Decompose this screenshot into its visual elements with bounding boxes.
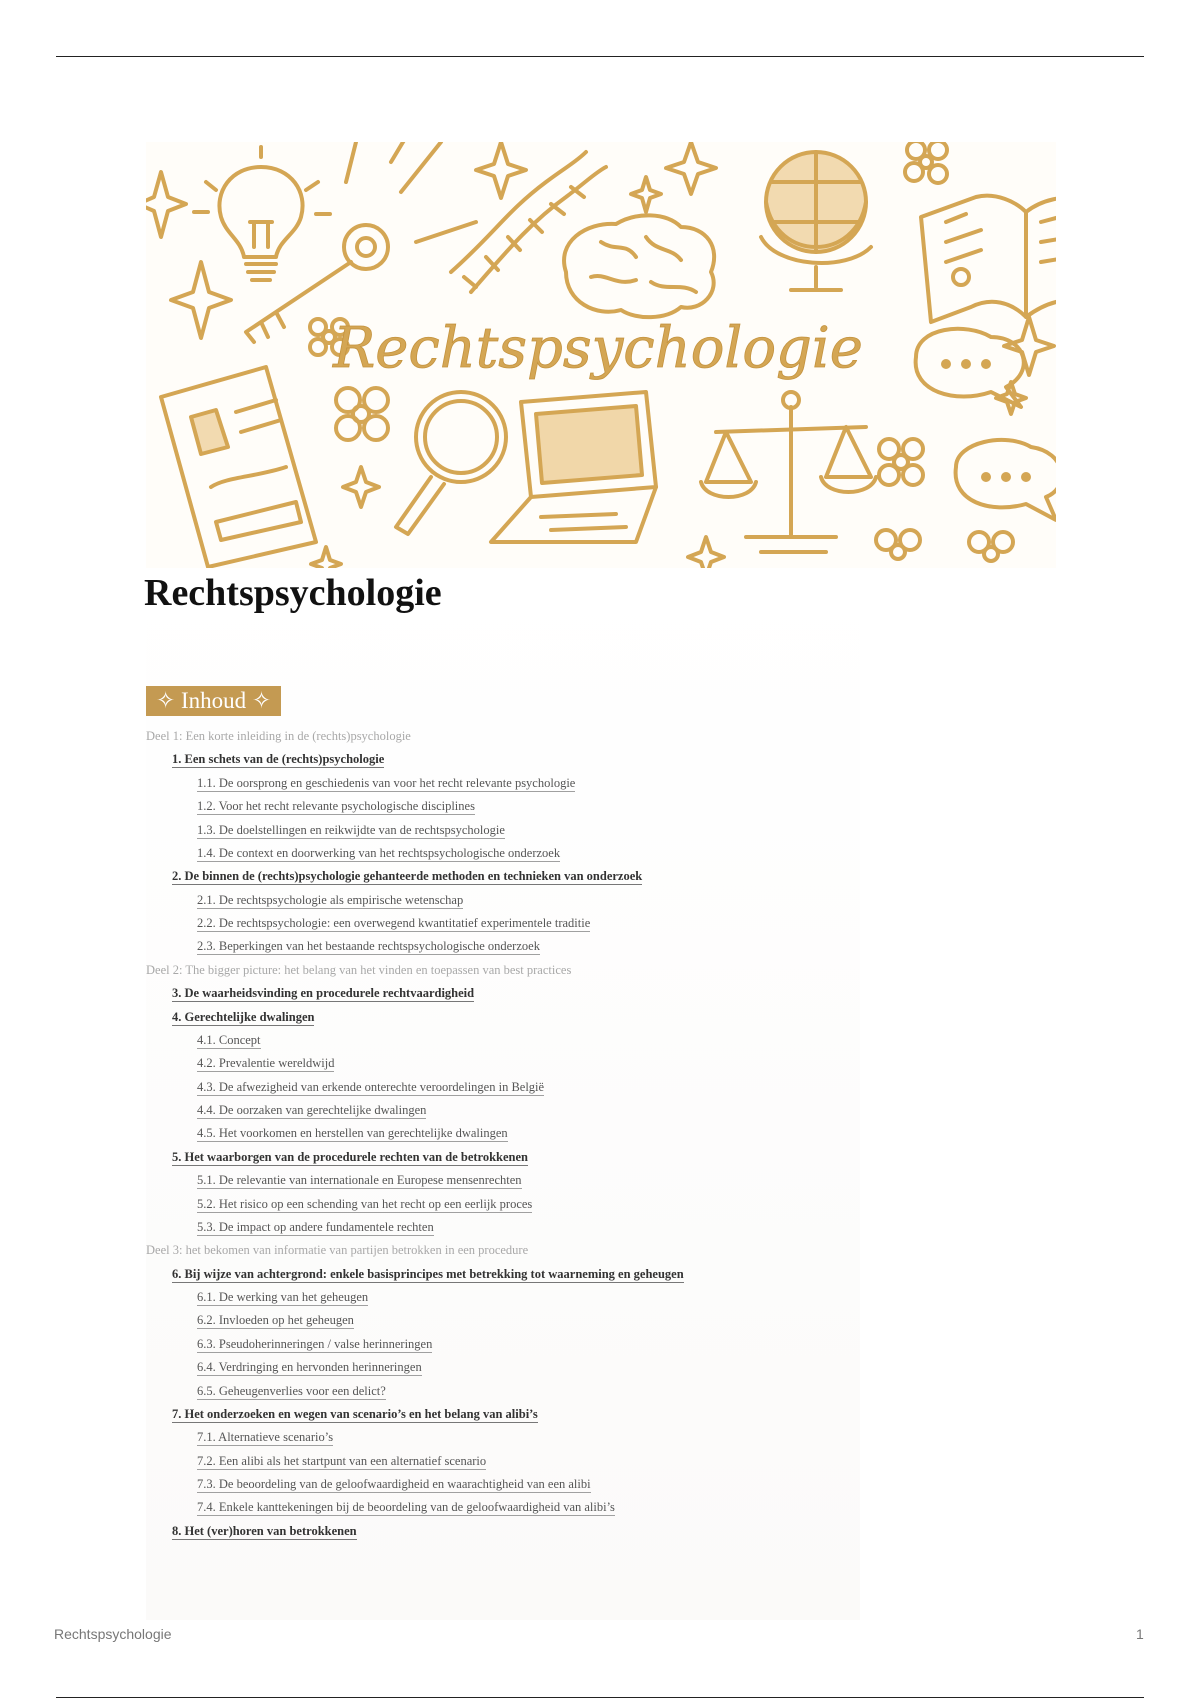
- toc-entry-text: 7. Het onderzoeken en wegen van scenario’s en het belang van alibi’s: [172, 1406, 538, 1421]
- toc-entry-text: 2.3. Beperkingen van het bestaande rechtspsychologische onderzoek: [197, 939, 540, 954]
- toc-entry-text: 6.4. Verdringing en hervonden herinneringen: [197, 1360, 422, 1375]
- toc-entry-text: 5. Het waarborgen van de procedurele rechten van de betrokkenen: [172, 1149, 528, 1164]
- toc-section-link[interactable]: [146, 795, 866, 818]
- toc-entry-text: 4.1. Concept: [197, 1032, 261, 1047]
- toc-chapter-link[interactable]: [146, 1520, 866, 1543]
- toc-section-link[interactable]: [146, 1496, 866, 1519]
- toc-entry-text: 5.3. De impact op andere fundamentele rechten: [197, 1219, 434, 1234]
- toc-section-link[interactable]: [146, 1216, 866, 1239]
- page-title: Rechtspsychologie: [144, 572, 442, 614]
- toc-section-link[interactable]: [146, 1450, 866, 1473]
- toc-entry-text: 3. De waarheidsvinding en procedurele rechtvaardigheid: [172, 986, 475, 1001]
- toc-heading-badge: ✧ Inhoud ✧: [146, 686, 281, 716]
- footer-page-number: 1: [1136, 1626, 1144, 1642]
- toc-entry-text: Deel 1: Een korte inleiding in de (rechts)psychologie: [146, 729, 411, 743]
- toc-section-link[interactable]: [146, 1286, 866, 1309]
- toc-entry-text: 2.1. De rechtspsychologie als empirische wetenschap: [197, 892, 464, 907]
- toc-entry-text: 2. De binnen de (rechts)psychologie gehanteerde methoden en technieken van onderzoek: [172, 869, 643, 884]
- toc-section-link[interactable]: [146, 1333, 866, 1356]
- toc-chapter-link[interactable]: [146, 1006, 866, 1029]
- table-of-contents: [146, 725, 866, 1543]
- toc-entry-text: Deel 2: The bigger picture: het belang van het vinden en toepassen van best practices: [146, 962, 572, 977]
- toc-entry-text: 1.4. De context en doorwerking van het rechtspsychologische onderzoek: [197, 845, 561, 860]
- toc-part-heading: [146, 1239, 866, 1262]
- toc-entry-text: 5.1. De relevantie van internationale en Europese mensenrechten: [197, 1173, 522, 1188]
- toc-section-link[interactable]: [146, 1099, 866, 1122]
- toc-entry-text: 1. Een schets van de (rechts)psychologie: [172, 752, 385, 767]
- toc-part-heading: [146, 959, 866, 982]
- toc-entry-text: Deel 3: het bekomen van informatie van partijen betrokken in een procedure: [146, 1243, 529, 1258]
- toc-section-link[interactable]: [146, 935, 866, 958]
- toc-entry-text: 4. Gerechtelijke dwalingen: [172, 1009, 315, 1024]
- toc-section-link[interactable]: [146, 772, 866, 795]
- toc-section-link[interactable]: [146, 1473, 866, 1496]
- toc-section-link[interactable]: [146, 1076, 866, 1099]
- banner-script-title: Rechtspsychologie: [333, 316, 863, 381]
- toc-entry-text: 4.4. De oorzaken van gerechtelijke dwalingen: [197, 1103, 427, 1117]
- toc-chapter-link[interactable]: [146, 865, 866, 888]
- toc-entry-text: 7.2. Een alibi als het startpunt van een alternatief scenario: [197, 1453, 487, 1468]
- toc-entry-text: 7.1. Alternatieve scenario’s: [197, 1430, 334, 1445]
- toc-section-link[interactable]: [146, 1029, 866, 1052]
- toc-entry-text: 1.3. De doelstellingen en reikwijdte van de rechtspsychologie: [197, 822, 505, 837]
- bottom-rule: [56, 1697, 1144, 1698]
- toc-entry-text: 6. Bij wijze van achtergrond: enkele basisprincipes met betrekking tot waarneming en geheugen: [172, 1266, 684, 1281]
- toc-entry-text: 5.2. Het risico op een schending van het recht op een eerlijk proces: [197, 1196, 533, 1211]
- toc-entry-text: 8. Het (ver)horen van betrokkenen: [172, 1523, 357, 1538]
- toc-section-link[interactable]: [146, 842, 866, 865]
- toc-chapter-link[interactable]: [146, 1263, 866, 1286]
- toc-section-link[interactable]: [146, 1426, 866, 1449]
- toc-section-link[interactable]: [146, 819, 866, 842]
- toc-entry-text: 6.2. Invloeden op het geheugen: [197, 1313, 354, 1328]
- toc-section-link[interactable]: [146, 1380, 866, 1403]
- toc-section-link[interactable]: [146, 1122, 866, 1145]
- toc-entry-text: 4.5. Het voorkomen en herstellen van gerechtelijke dwalingen: [197, 1126, 508, 1141]
- toc-section-link[interactable]: [146, 1052, 866, 1075]
- top-rule: [56, 56, 1144, 57]
- toc-entry-text: 6.1. De werking van het geheugen: [197, 1290, 369, 1304]
- toc-entry-text: 6.3. Pseudoherinneringen / valse herinneringen: [197, 1336, 433, 1351]
- toc-entry-text: 2.2. De rechtspsychologie: een overwegend kwantitatief experimentele traditie: [197, 916, 591, 930]
- toc-entry-text: 6.5. Geheugenverlies voor een delict?: [197, 1383, 386, 1398]
- toc-chapter-link[interactable]: [146, 1403, 866, 1426]
- toc-section-link[interactable]: [146, 889, 866, 912]
- toc-chapter-link[interactable]: [146, 748, 866, 771]
- toc-entry-text: 1.1. De oorsprong en geschiedenis van voor het recht relevante psychologie: [197, 775, 576, 790]
- cover-banner: [146, 142, 1056, 568]
- toc-entry-text: 1.2. Voor het recht relevante psychologische disciplines: [197, 799, 475, 814]
- toc-section-link[interactable]: [146, 1193, 866, 1216]
- toc-section-link[interactable]: [146, 1309, 866, 1332]
- toc-section-link[interactable]: [146, 912, 866, 935]
- toc-entry-text: 4.3. De afwezigheid van erkende onterechte veroordelingen in België: [197, 1079, 545, 1094]
- toc-entry-text: 7.3. De beoordeling van de geloofwaardigheid en waarachtigheid van een alibi: [197, 1477, 591, 1491]
- toc-part-heading: [146, 725, 866, 748]
- footer-document-title: Rechtspsychologie: [54, 1626, 172, 1642]
- toc-section-link[interactable]: [146, 1356, 866, 1379]
- toc-entry-text: 4.2. Prevalentie wereldwijd: [197, 1056, 335, 1071]
- toc-chapter-link[interactable]: [146, 982, 866, 1005]
- toc-chapter-link[interactable]: [146, 1146, 866, 1169]
- toc-entry-text: 7.4. Enkele kanttekeningen bij de beoordeling van de geloofwaardigheid van alibi’s: [197, 1500, 615, 1515]
- toc-section-link[interactable]: [146, 1169, 866, 1192]
